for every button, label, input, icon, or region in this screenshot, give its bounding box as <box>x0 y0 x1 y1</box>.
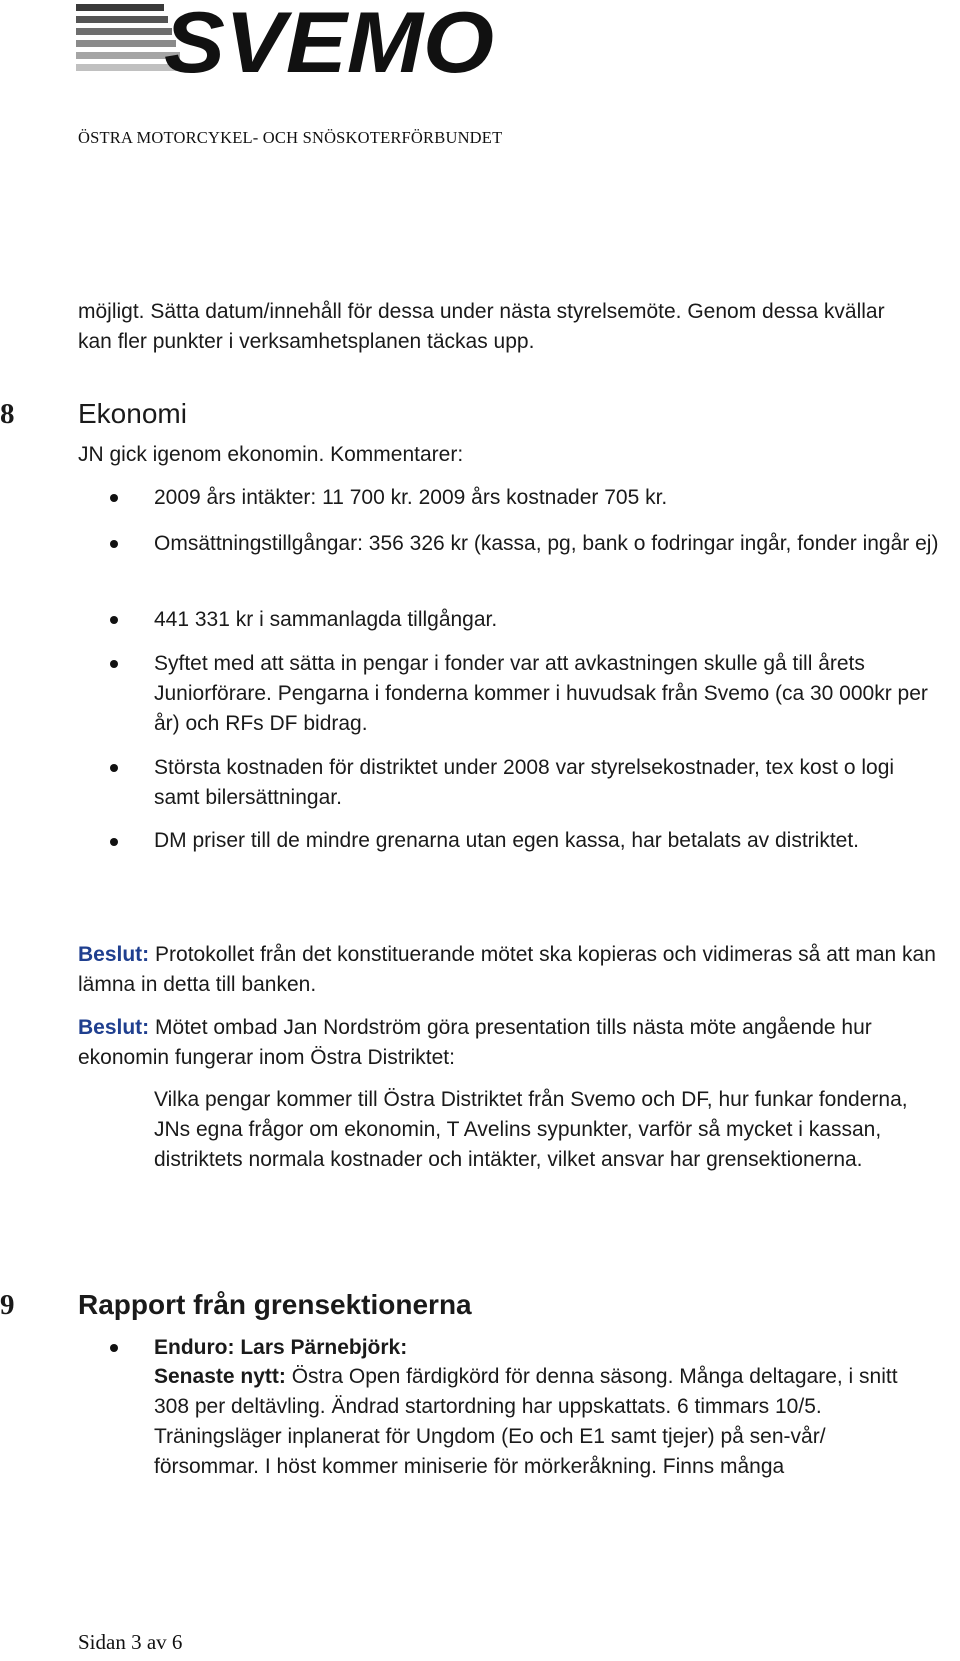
news-text: Östra Open färdigkörd för denna säsong. Många deltagare, i snitt 308 per deltävling. Ändrad startordning har uppskattats. 6 timmars 10/5. Träningsläger inplanerat för Ungdom (Eo och E1 samt tjejer) på sen-vår/ försommar. I höst kommer miniserie för mörkeråkning. Finns många <box>154 1365 898 1478</box>
bullet-dot <box>110 764 118 772</box>
enduro-label: Enduro: Lars Pärnebjörk: <box>154 1336 408 1359</box>
decision-2 <box>78 1013 940 1073</box>
bullet-dot <box>110 838 118 846</box>
decision-text: Protokollet från det konstituerande mötet ska kopieras och vidimeras så att man kan lämna in detta till banken. <box>78 943 936 996</box>
bullet-dot <box>110 540 118 548</box>
decision-2-detail: Vilka pengar kommer till Östra Distriktet från Svemo och DF, hur funkar fonderna, JNs egna frågor om ekonomin, T Avelins sypunkter, varför så mycket i kassan, distriktets normala kostnader och intäkter, vilket ansvar har grensektionerna. <box>154 1088 908 1171</box>
list-item: DM priser till de mindre grenarna utan egen kassa, har betalats av distriktet. <box>154 829 860 852</box>
decision-text: Mötet ombad Jan Nordström göra presentation tills nästa möte angående hur ekonomin fungerar inom Östra Distriktet: <box>78 1016 872 1069</box>
enduro-news <box>154 1362 914 1482</box>
svemo-logo-icon <box>76 2 496 76</box>
decision-1 <box>78 940 940 1000</box>
bullet-dot <box>110 494 118 502</box>
news-label: Senaste nytt: <box>154 1365 286 1388</box>
list-item: Omsättningstillgångar: 356 326 kr (kassa, pg, bank o fodringar ingår, fonder ingår ej) <box>154 532 939 555</box>
bullet-dot <box>110 616 118 624</box>
list-item: Syftet med att sätta in pengar i fonder var att avkastningen skulle gå till årets Juniorförare. Pengarna i fonderna kommer i huvudsak från Svemo (ca 30 000kr per år) och RFs DF bidrag. <box>154 652 928 735</box>
bullet-dot <box>110 660 118 668</box>
section-8-intro: JN gick igenom ekonomin. Kommentarer: <box>78 443 464 466</box>
logo-text: SVEMO <box>164 2 494 76</box>
section-8-title: Ekonomi <box>78 398 187 429</box>
list-item: Största kostnaden för distriktet under 2008 var styrelsekostnader, tex kost o logi samt bilersättningar. <box>154 756 895 809</box>
decision-label: Beslut: <box>78 943 150 966</box>
page-number: Sidan 3 av 6 <box>78 1630 183 1654</box>
bullet-dot <box>110 1344 118 1352</box>
list-item: 2009 års intäkter: 11 700 kr. 2009 års kostnader 705 kr. <box>154 486 668 509</box>
section-9-title: Rapport från grensektionerna <box>78 1289 472 1320</box>
decision-label: Beslut: <box>78 1016 150 1039</box>
intro-paragraph: möjligt. Sätta datum/innehåll för dessa under nästa styrelsemöte. Genom dessa kvällar kan fler punkter i verksamhetsplanen täckas upp. <box>78 300 885 353</box>
organization-name: ÖSTRA MOTORCYKEL- OCH SNÖSKOTERFÖRBUNDET <box>78 128 503 147</box>
section-9-number: 9 <box>0 1289 15 1321</box>
section-8-number: 8 <box>0 398 15 430</box>
list-item: 441 331 kr i sammanlagda tillgångar. <box>154 608 498 631</box>
